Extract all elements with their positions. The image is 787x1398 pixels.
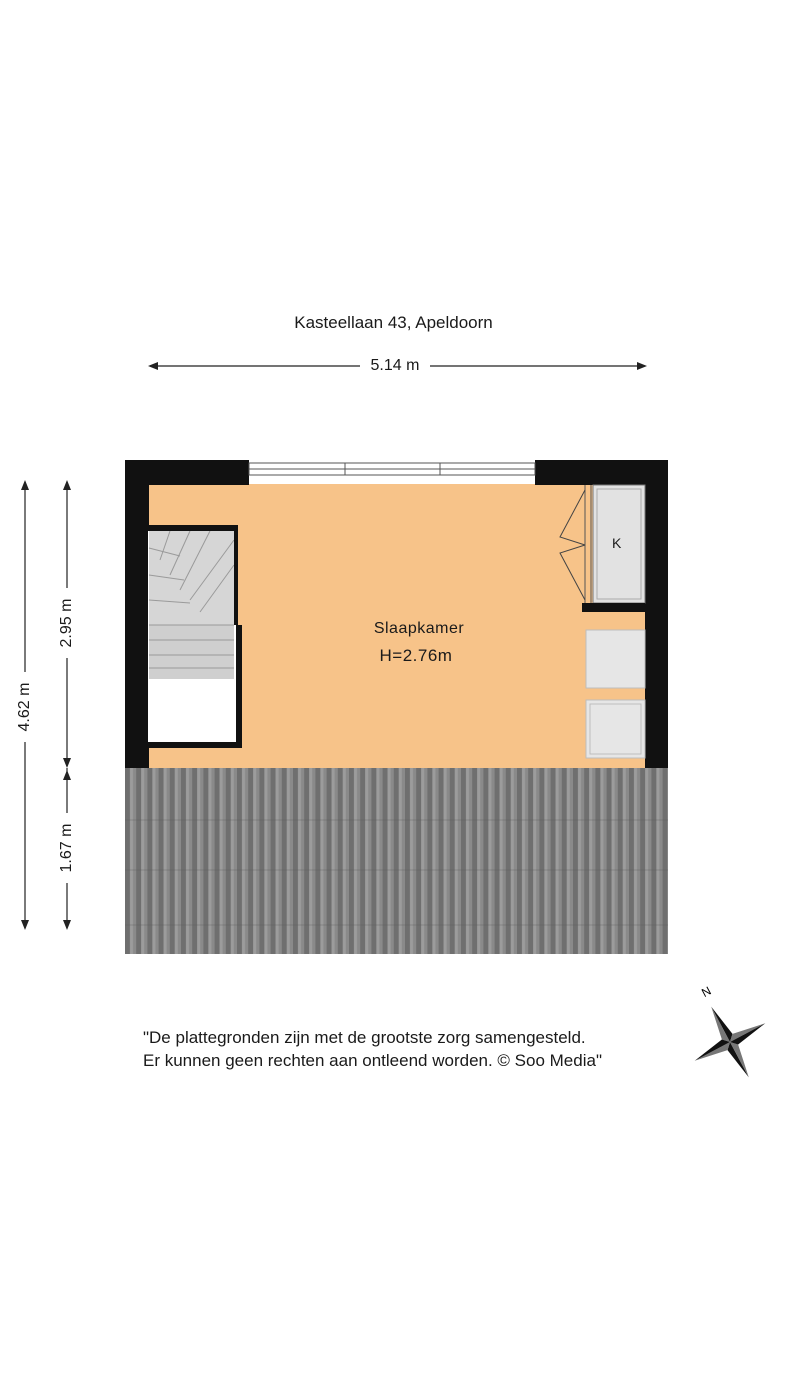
wall-right [645, 460, 668, 768]
compass-rose-icon [680, 980, 780, 1090]
compass-north-label: N [699, 983, 714, 1001]
roof-depth-label: 1.67 m [57, 813, 77, 883]
disclaimer-line-1: "De plattegronden zijn met de grootste zorg samengesteld. [143, 1028, 586, 1047]
disclaimer-line-2: Er kunnen geen rechten aan ontleend worden. © Soo Media" [143, 1051, 602, 1070]
disclaimer [143, 1026, 703, 1072]
staircase [148, 525, 242, 748]
width-dimension-label: 5.14 m [360, 356, 430, 376]
fixture-lower [586, 700, 645, 758]
room-name: Slaapkamer [373, 620, 465, 637]
window [249, 463, 535, 475]
closet-label: K [612, 535, 622, 551]
fixture-upper [586, 630, 645, 688]
plan-title: Kasteellaan 43, Apeldoorn [294, 313, 493, 332]
roof-area [125, 768, 668, 954]
wall-left [125, 460, 149, 768]
room-height: H=2.76m [379, 646, 453, 665]
room-height-label: 2.95 m [57, 588, 77, 658]
total-height-label: 4.62 m [15, 672, 35, 742]
